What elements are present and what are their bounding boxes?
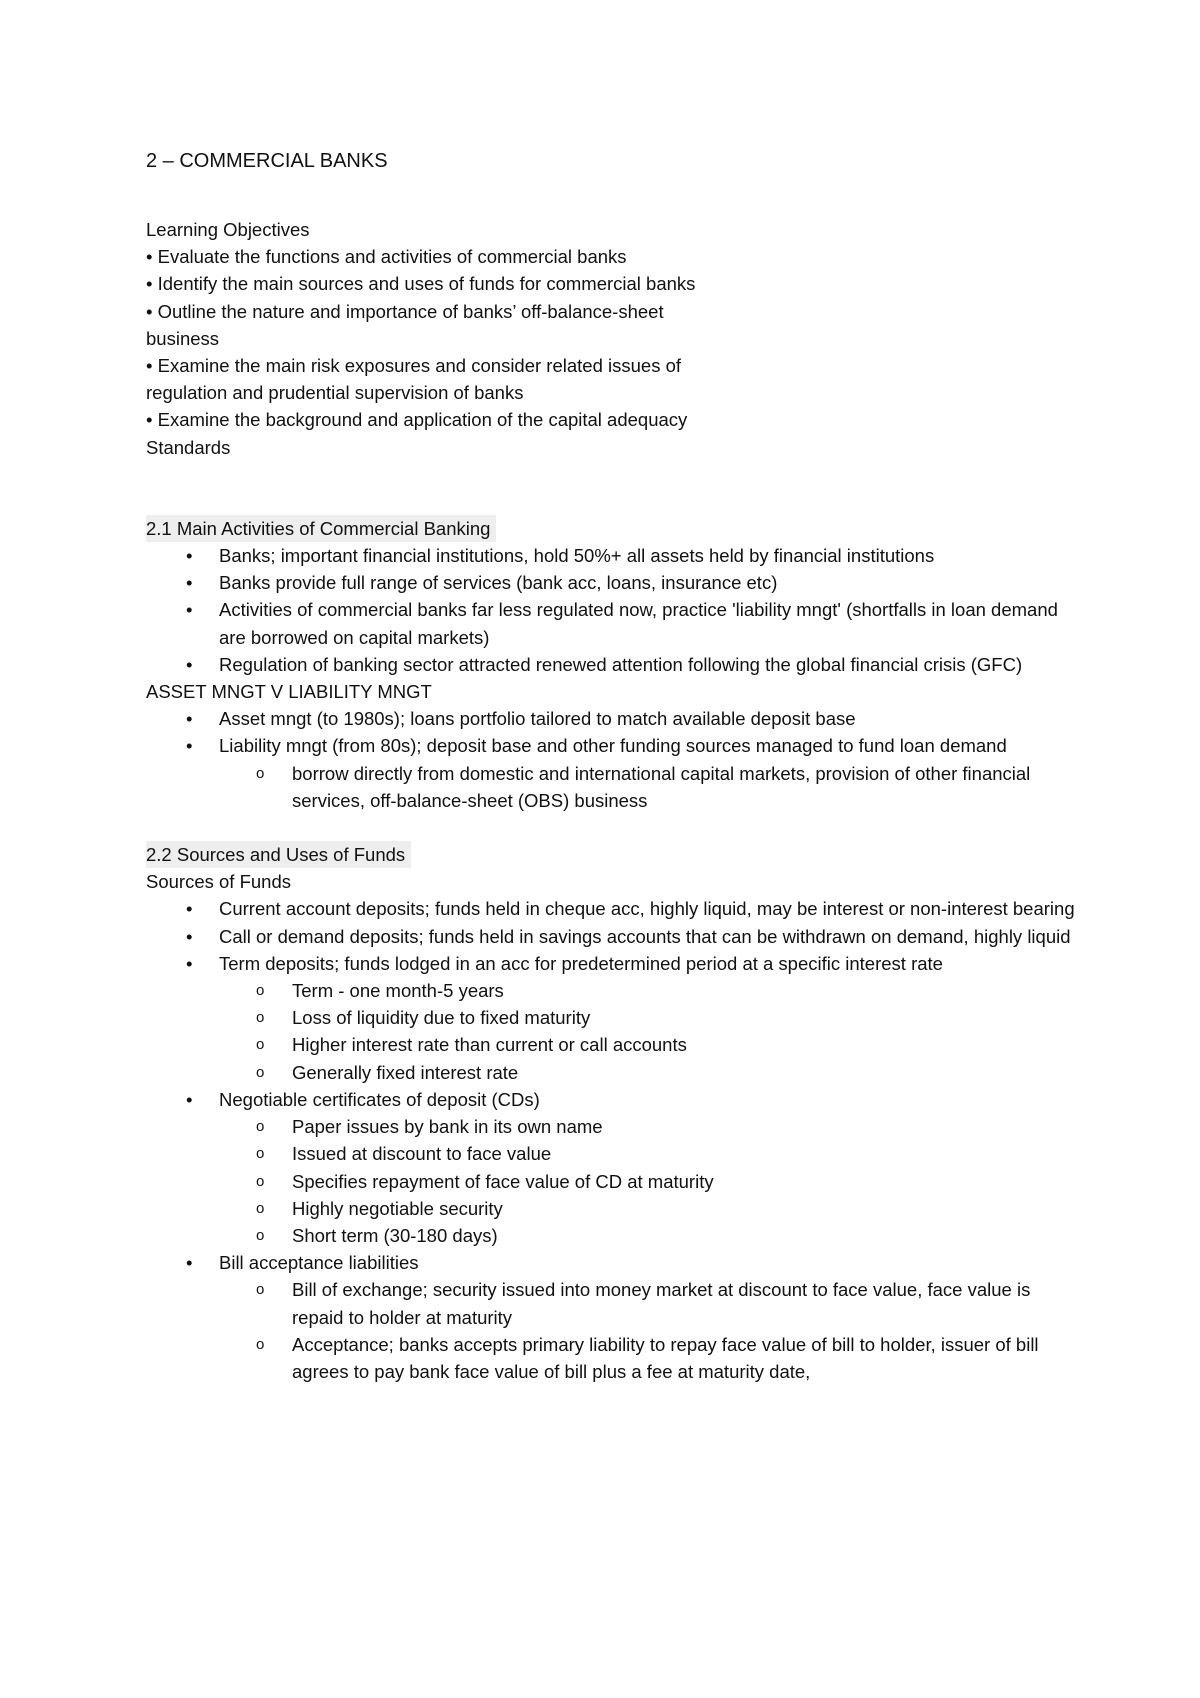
- list-item: [146, 732, 1076, 759]
- objective-line: • Evaluate the functions and activities of commercial banks: [146, 246, 627, 268]
- list-item-text: Current account deposits; funds held in cheque acc, highly liquid, may be interest or non-interest bearing: [219, 898, 1075, 920]
- list-item-text: Short term (30-180 days): [292, 1224, 498, 1246]
- objective-line: business: [146, 327, 220, 349]
- section-2-1: [146, 515, 1076, 814]
- list-item-text: Highly negotiable security: [292, 1197, 503, 1219]
- sub-list-item: [146, 977, 1076, 1004]
- asset-liability-list: [146, 705, 1076, 814]
- spacer: [146, 814, 1076, 841]
- sub-list-item: [146, 1222, 1076, 1249]
- bullet-icon: •: [186, 952, 193, 974]
- list-item-text: Activities of commercial banks far less regulated now, practice 'liability mngt' (shortfalls in loan demand are borrowed on capital markets): [219, 599, 1058, 648]
- sub-list-item: [146, 760, 1076, 814]
- section-heading: 2.1 Main Activities of Commercial Banking: [146, 515, 496, 542]
- list-item-text: Loss of liquidity due to fixed maturity: [292, 1007, 591, 1029]
- circle-bullet-icon: o: [256, 1036, 265, 1054]
- sub-list-item: [146, 1140, 1076, 1167]
- list-item-text: Banks; important financial institutions, hold 50%+ all assets held by financial institutions: [219, 545, 935, 567]
- list-item-text: Regulation of banking sector attracted renewed attention following the global financial crisis (GFC): [219, 653, 1023, 675]
- bullet-icon: •: [186, 572, 193, 594]
- list-item: [146, 895, 1076, 922]
- sub-list-item: [146, 1031, 1076, 1058]
- section-2-2: [146, 841, 1076, 1385]
- circle-bullet-icon: o: [256, 1172, 265, 1190]
- bullet-icon: •: [186, 653, 193, 675]
- circle-bullet-icon: o: [256, 1281, 265, 1299]
- list-item: [146, 1086, 1076, 1113]
- circle-bullet-icon: o: [256, 1199, 265, 1217]
- subheading: Sources of Funds: [146, 871, 291, 893]
- circle-bullet-icon: o: [256, 1009, 265, 1027]
- list-item: [146, 569, 1076, 596]
- bullet-icon: •: [186, 545, 193, 567]
- sub-list-item: [146, 1276, 1076, 1330]
- list-item-text: Generally fixed interest rate: [292, 1061, 519, 1083]
- list-item: [146, 950, 1076, 977]
- list-item-text: Bill acceptance liabilities: [219, 1252, 419, 1274]
- objective-line: • Outline the nature and importance of banks’ off-balance-sheet: [146, 300, 664, 322]
- sub-list-item: [146, 1004, 1076, 1031]
- sub-list-item: [146, 1195, 1076, 1222]
- list-item-text: Bill of exchange; security issued into money market at discount to face value, face value is repaid to holder at maturity: [292, 1279, 1031, 1328]
- bullet-icon: •: [186, 898, 193, 920]
- objective-line: regulation and prudential supervision of banks: [146, 382, 524, 404]
- list-item-text: Term - one month-5 years: [292, 980, 504, 1002]
- sub-list-item: [146, 1331, 1076, 1385]
- list-item-text: Paper issues by bank in its own name: [292, 1116, 603, 1138]
- list-item-text: Specifies repayment of face value of CD at maturity: [292, 1170, 714, 1192]
- list-item-text: Issued at discount to face value: [292, 1143, 552, 1165]
- list-item-text: Call or demand deposits; funds held in savings accounts that can be withdrawn on demand, highly liquid: [219, 925, 1071, 947]
- page-title: 2 – COMMERCIAL BANKS: [146, 150, 388, 172]
- list-item: [146, 923, 1076, 950]
- bullet-icon: •: [186, 1252, 193, 1274]
- section-heading: 2.2 Sources and Uses of Funds: [146, 841, 411, 868]
- subheading: ASSET MNGT V LIABILITY MNGT: [146, 681, 432, 703]
- list-item-text: Liability mngt (from 80s); deposit base and other funding sources managed to fund loan demand: [219, 735, 1007, 757]
- list-item-text: Higher interest rate than current or call accounts: [292, 1034, 687, 1056]
- list-item-text: Term deposits; funds lodged in an acc for predetermined period at a specific interest rate: [219, 952, 943, 974]
- list-item: [146, 542, 1076, 569]
- objectives-heading: Learning Objectives: [146, 219, 310, 240]
- document-page: [146, 148, 1076, 1385]
- list-item-text: Asset mngt (to 1980s); loans portfolio tailored to match available deposit base: [219, 708, 856, 730]
- circle-bullet-icon: o: [256, 1063, 265, 1081]
- objective-line: • Examine the background and application of the capital adequacy: [146, 409, 688, 431]
- list-item-text: borrow directly from domestic and international capital markets, provision of other financial services, off-balance-sheet (OBS) business: [292, 762, 1031, 811]
- list-item: [146, 651, 1076, 678]
- bullet-icon: •: [186, 708, 193, 730]
- list-item-text: Banks provide full range of services (bank acc, loans, insurance etc): [219, 572, 778, 594]
- circle-bullet-icon: o: [256, 982, 265, 1000]
- objective-line: • Examine the main risk exposures and consider related issues of: [146, 355, 682, 377]
- objective-line: • Identify the main sources and uses of funds for commercial banks: [146, 273, 696, 295]
- circle-bullet-icon: o: [256, 1226, 265, 1244]
- spacer: [146, 461, 1076, 515]
- list-item: [146, 705, 1076, 732]
- sub-list-item: [146, 1113, 1076, 1140]
- bullet-icon: •: [186, 1088, 193, 1110]
- bullet-icon: •: [186, 735, 193, 757]
- sub-list-item: [146, 1059, 1076, 1086]
- objective-line: Standards: [146, 436, 231, 458]
- list-item-text: Negotiable certificates of deposit (CDs): [219, 1088, 540, 1110]
- circle-bullet-icon: o: [256, 764, 265, 782]
- list-item: [146, 1249, 1076, 1276]
- circle-bullet-icon: o: [256, 1145, 265, 1163]
- sub-list-item: [146, 1168, 1076, 1195]
- bullet-icon: •: [186, 599, 193, 621]
- bullet-icon: •: [186, 925, 193, 947]
- sources-list: [146, 895, 1076, 1385]
- activities-list: [146, 542, 1076, 678]
- circle-bullet-icon: o: [256, 1118, 265, 1136]
- circle-bullet-icon: o: [256, 1335, 265, 1353]
- list-item-text: Acceptance; banks accepts primary liability to repay face value of bill to holder, issuer of bill agrees to pay bank face value of bill plus a fee at maturity date,: [292, 1333, 1039, 1382]
- learning-objectives: [146, 216, 1076, 461]
- list-item: [146, 596, 1076, 650]
